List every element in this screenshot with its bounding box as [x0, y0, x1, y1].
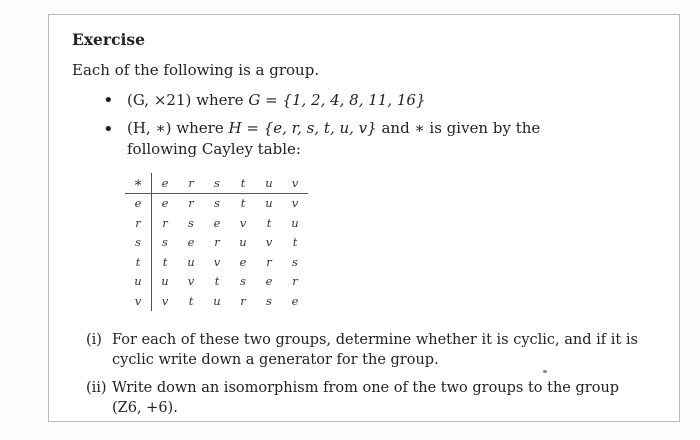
table-cell: t [188, 293, 194, 308]
bullet-math: H = {e, r, s, t, u, v} [228, 119, 377, 137]
table-row [125, 252, 308, 272]
part-number: (i) [86, 332, 102, 348]
table-cell: r [162, 215, 168, 230]
bullet-group-h [127, 118, 577, 160]
table-row [125, 291, 308, 311]
row-header: e [125, 193, 152, 213]
table-cell: r [214, 235, 220, 250]
table-cell: e [187, 235, 195, 250]
row-header: t [125, 252, 152, 272]
table-cell: e [161, 196, 169, 211]
bullet-math: G = {1, 2, 4, 8, 11, 16} [248, 91, 426, 109]
table-cell: u [161, 274, 169, 289]
table-cell: u [265, 196, 273, 211]
part-text: Write down an isomorphism from one of the two groups to the group (Z6, +6). [112, 380, 620, 416]
table-cell: u [239, 235, 247, 250]
table-row [125, 213, 308, 233]
exercise-intro: Each of the following is a group. [72, 61, 320, 79]
table-cell: v [161, 293, 169, 308]
column-header: v [282, 173, 308, 193]
table-cell: t [292, 235, 298, 250]
row-header: u [125, 272, 152, 292]
exercise-heading: Exercise [72, 30, 145, 49]
table-row [125, 193, 308, 213]
column-header: e [152, 173, 179, 193]
column-header: t [230, 173, 256, 193]
table-cell: r [266, 254, 272, 269]
table-cell: e [213, 215, 221, 230]
table-cell: v [187, 274, 195, 289]
table-cell: s [162, 235, 168, 250]
column-header: s [204, 173, 230, 193]
bullet-rest: and ∗ is given by the following Cayley table: [127, 119, 541, 158]
cayley-table [125, 173, 308, 311]
cayley-header-row [125, 173, 308, 193]
table-cell: v [239, 215, 247, 230]
table-cell: t [266, 215, 272, 230]
table-cell: s [214, 196, 220, 211]
table-cell: t [214, 274, 220, 289]
table-cell: r [188, 196, 194, 211]
table-cell: u [213, 293, 221, 308]
table-cell: s [188, 215, 194, 230]
row-header: s [125, 233, 152, 253]
row-header: r [125, 213, 152, 233]
bullet-icon: • [103, 90, 114, 111]
table-cell: r [292, 274, 298, 289]
table-cell: v [213, 254, 221, 269]
table-cell: t [162, 254, 168, 269]
table-cell: s [292, 254, 298, 269]
column-header: r [178, 173, 204, 193]
stray-mark [543, 370, 547, 373]
table-cell: s [266, 293, 272, 308]
bullet-group-g [127, 90, 597, 111]
bullet-icon: • [103, 119, 114, 140]
column-header: u [256, 173, 282, 193]
table-cell: t [240, 196, 246, 211]
table-cell: e [239, 254, 247, 269]
part-text: For each of these two groups, determine whether it is cyclic, and if it is cyclic write down a generator for the group. [112, 332, 638, 368]
operation-symbol: ∗ [125, 173, 152, 193]
table-cell: v [291, 196, 299, 211]
bullet-lead: (G, ×21) where [127, 91, 249, 109]
table-cell: u [291, 215, 299, 230]
table-cell: u [187, 254, 195, 269]
table-cell: e [265, 274, 273, 289]
table-cell: v [265, 235, 273, 250]
table-cell: r [240, 293, 246, 308]
bullet-lead: (H, ∗) where [127, 119, 229, 137]
table-cell: e [291, 293, 299, 308]
table-cell: s [240, 274, 246, 289]
part-number: (ii) [86, 380, 107, 396]
row-header: v [125, 291, 152, 311]
table-row [125, 233, 308, 253]
table-row [125, 272, 308, 292]
